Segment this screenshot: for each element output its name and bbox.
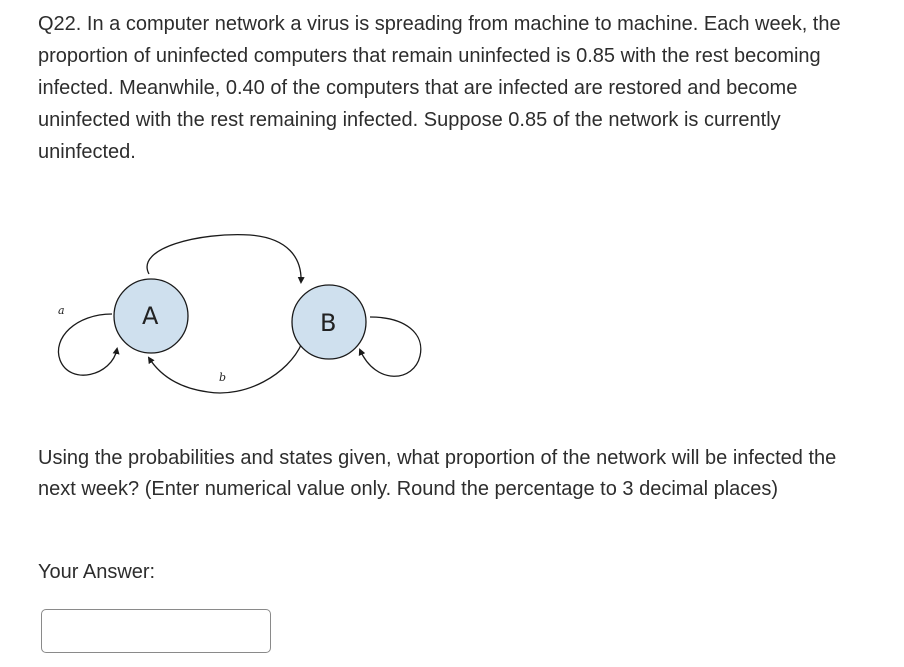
edge-b-to-a <box>149 343 302 393</box>
node-a-label: A <box>142 302 159 330</box>
answer-label: Your Answer: <box>38 561 156 583</box>
node-b-label: B <box>320 309 337 337</box>
edge-a-to-b <box>147 235 301 282</box>
edge-label-a: a <box>58 304 65 317</box>
question-prompt: Using the probabilities and states given, what proportion of the network will be infected the next week? (Enter numerical value only. Round the percentage to 3 decimal places) <box>38 447 837 500</box>
question-text: Q22. In a computer network a virus is spreading from machine to machine. Each week, the proportion of uninfected computers that remain uninfected is 0.85 with the rest becoming infected. Meanwhile, 0.40 of the computers that are infected are restored and become uninfected with the rest remaining infected. Suppose 0.85 of the network is currently uninfected. <box>38 13 841 163</box>
self-loop-b <box>360 317 421 376</box>
self-loop-a <box>58 314 117 375</box>
edge-label-b: b <box>219 371 227 384</box>
answer-input[interactable] <box>41 609 271 653</box>
state-transition-diagram <box>40 220 440 400</box>
